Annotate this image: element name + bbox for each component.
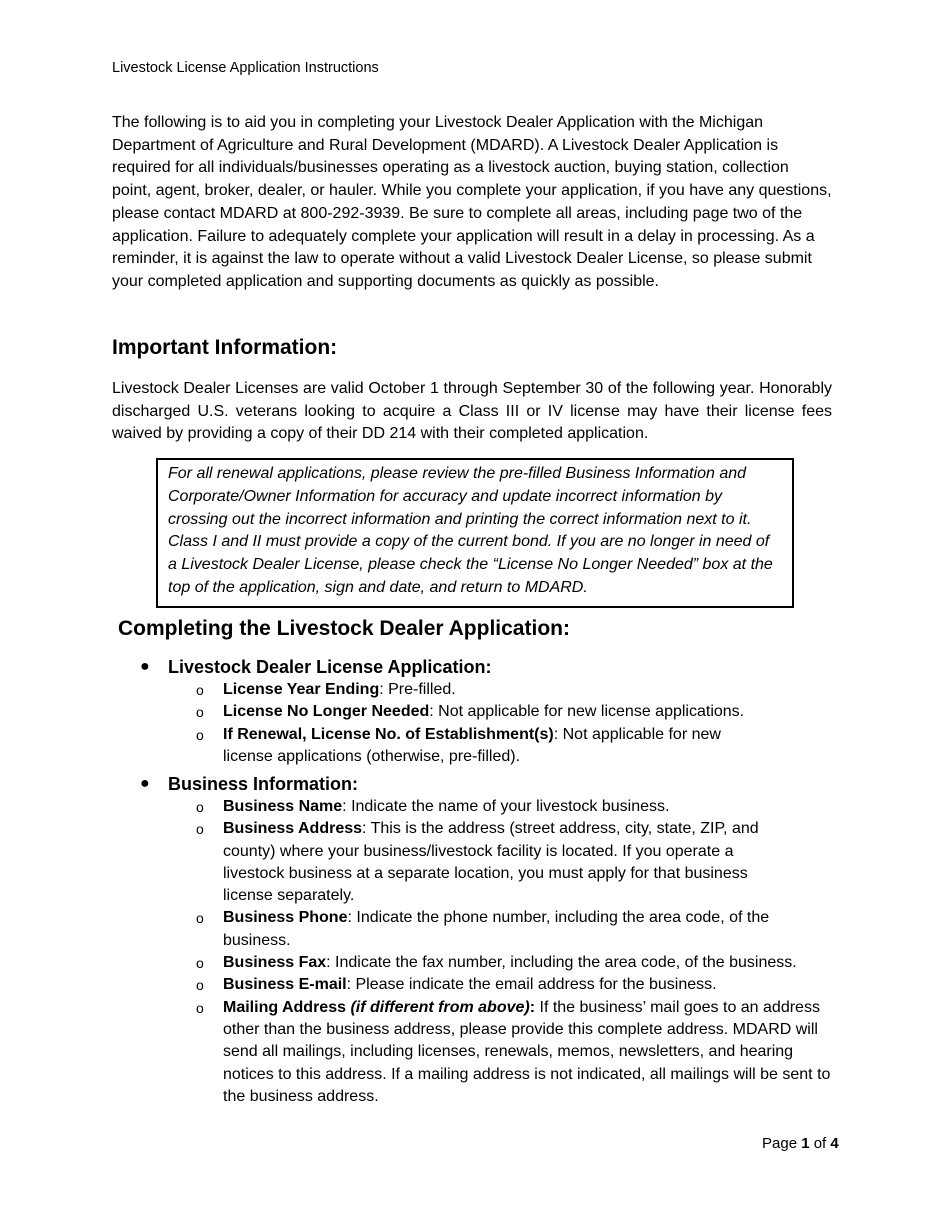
item-label: Business Fax <box>223 954 327 972</box>
list-item <box>196 907 813 952</box>
item-text: If the business’ mail goes to an address other than the business address, please provide this complete address. MDARD will send all mailings, including licenses, renewals, memos, newsletters, and hearing notices to this address. If a mailing address is not indicated, all mailings will be sent to the business address. <box>223 998 831 1105</box>
bullet-icon: ● <box>140 658 150 675</box>
renewal-notice-box: For all renewal applications, please review the pre-filled Business Information and Corporate/Owner Information for accuracy and update incorrect information by crossing out the incorrect information and printing the correct information next to it. Class I and II must provide a copy of the current bond. If you are no longer in need of a Livestock Dealer License, please check the “License No Longer Needed” box at the top of the application, sign and date, and return to MDARD. <box>156 458 794 608</box>
sub-list <box>140 679 840 768</box>
list-item <box>196 952 843 974</box>
hollow-bullet-icon: o <box>196 682 204 698</box>
item-label: Business Phone <box>223 909 348 927</box>
list-item <box>196 724 753 769</box>
important-heading: Important Information: <box>112 336 338 359</box>
hollow-bullet-icon: o <box>196 799 204 815</box>
item-text: : Indicate the fax number, including the area code, of the business. <box>326 954 797 972</box>
item-label: License No Longer Needed <box>223 703 430 721</box>
item-label: Business E-mail <box>223 976 347 994</box>
item-text: : Not applicable for new license applications. <box>429 703 745 721</box>
important-paragraph: Livestock Dealer Licenses are valid October 1 through September 30 of the following year. Honorably discharged U.S. veterans looking to acquire a Class III or IV license may have their license fees waived by providing a copy of their DD 214 with their completed application. <box>112 380 832 443</box>
item-label: Mailing Address (if different from above): <box>223 998 536 1016</box>
item-label: Business Address <box>223 820 363 838</box>
item-text: : Not applicable for new license applications (otherwise, pre-filled). <box>223 725 721 765</box>
section-license-application <box>140 655 840 768</box>
hollow-bullet-icon: o <box>196 910 204 927</box>
list-item <box>196 679 813 701</box>
hollow-bullet-icon: o <box>196 977 204 994</box>
item-label: If Renewal, License No. of Establishment(s) <box>223 725 554 743</box>
intro-paragraph: The following is to aid you in completing your Livestock Dealer Application with the Michigan Department of Agriculture and Rural Development (MDARD). A Livestock Dealer Application is required for all individuals/businesses operating as a livestock auction, buying station, collection point, agent, broker, dealer, or hauler. While you complete your application, if you have any questions, please contact MDARD at 800-292-3939. Be sure to complete all areas, including page two of the application. Failure to adequately complete your application will result in a delay in processing. As a reminder, it is against the law to operate without a valid Livestock Dealer License, so please submit your completed application and supporting documents as quickly as possible. <box>112 114 832 290</box>
item-text: : This is the address (street address, city, state, ZIP, and county) where your business/livestock facility is located. If you operate a livestock business at a separate location, you must apply for that business license separately. <box>223 820 759 905</box>
list-item <box>196 818 783 907</box>
list-item <box>196 974 813 996</box>
bullet-icon: ● <box>140 775 150 792</box>
section-title: Business Information: <box>168 774 359 794</box>
hollow-bullet-icon: o <box>196 726 204 743</box>
section-business-information <box>140 772 840 1108</box>
item-text: : Pre-filled. <box>379 681 456 698</box>
hollow-bullet-icon: o <box>196 999 204 1016</box>
hollow-bullet-icon: o <box>196 704 204 721</box>
section-title: Livestock Dealer License Application: <box>168 657 492 677</box>
item-text: : Please indicate the email address for the business. <box>346 976 717 994</box>
page-number: Page 1 of 4 <box>762 1135 839 1152</box>
item-label: License Year Ending <box>223 681 380 698</box>
running-header: Livestock License Application Instructions <box>112 60 379 76</box>
item-text: : Indicate the name of your livestock business. <box>342 798 670 815</box>
list-item <box>196 997 833 1108</box>
list-item <box>196 796 813 818</box>
item-text: : Indicate the phone number, including the area code, of the business. <box>223 909 770 949</box>
sub-list <box>140 796 840 1108</box>
hollow-bullet-icon: o <box>196 821 204 838</box>
list-item <box>196 701 813 723</box>
completing-heading: Completing the Livestock Dealer Application: <box>118 617 570 640</box>
item-label: Business Name <box>223 798 343 815</box>
hollow-bullet-icon: o <box>196 955 204 972</box>
